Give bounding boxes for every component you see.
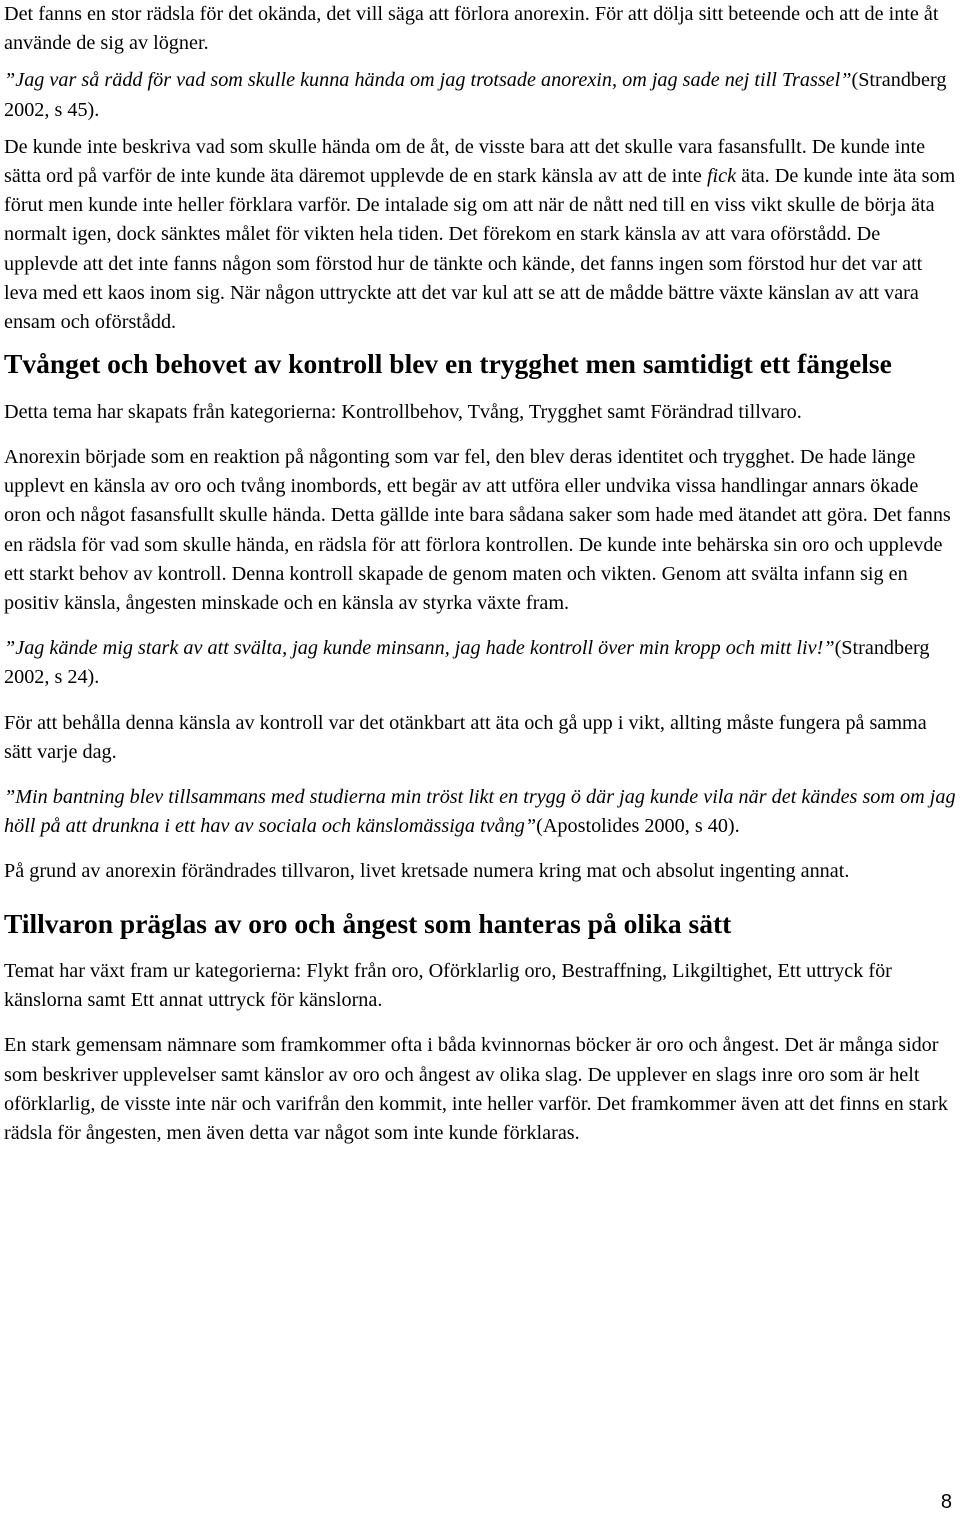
- page-number: 8: [940, 1491, 952, 1513]
- paragraph-text: De kunde inte beskriva vad som skulle hända om de åt, de visste bara att det skulle vara fasansfullt. De kunde inte sätta ord på varför de inte kunde äta däremot upplevde de en stark känsla av att de inte: [4, 135, 926, 188]
- document-page: [4, 0, 956, 1148]
- quote-apostolides-40: [4, 783, 956, 841]
- section-heading-anxiety: Tillvaron präglas av oro och ångest som hanteras på olika sätt: [4, 907, 732, 939]
- paragraph-theme-categories: Detta tema har skapats från kategorierna: Kontrollbehov, Tvång, Trygghet samt Förändrad tillvaro.: [4, 400, 802, 423]
- quote-citation: (Strandberg 2002, s 24).: [4, 637, 930, 689]
- quote-text: ”Min bantning blev tillsammans med studierna min tröst likt en trygg ö där jag kunde vila när det kändes som om jag höll på att drunkna i ett hav av sociala och känslomässiga tvång”: [4, 785, 956, 838]
- paragraph-text: äta. De kunde inte äta som förut men kunde inte heller förklara varför. De intalade sig om att när de nått ned till en viss vikt skulle de börja äta normalt igen, dock sänktes målet för vikten hela tiden. Det förekom en stark känsla av att vara oförstådd. De upplevde att det inte fanns någon som förstod hur de tänkte och kände, det fanns ingen som förstod hur det var att leva med ett kaos inom sig. När någon uttryckte att det var kul att se att de mådde bättre växte känslan av att vara ensam och oförstådd.: [4, 165, 956, 334]
- quote-strandberg-24: [4, 634, 956, 692]
- quote-text: ”Jag var så rädd för vad som skulle kunna hända om jag trotsade anorexin, om jag sade nej till Trassel”: [4, 69, 852, 92]
- paragraph-common-denominator: En stark gemensam nämnare som framkommer ofta i båda kvinnornas böcker är oro och ångest. Det är många sidor som beskriver upplevelser samt känslor av oro och ångest av olika slag. De upplever en slags inre oro som är helt oförklarlig, de visste inte när och varifrån den kommit, inte heller varför. Det framkommer även att det finns en stark rädsla för ångesten, men även detta var något som inte kunde förklaras.: [4, 1034, 949, 1145]
- paragraph-maintain-control: För att behålla denna känsla av kontroll var det otänkbart att äta och gå upp i vikt, allting måste fungera på samma sätt varje dag.: [4, 711, 927, 763]
- paragraph-could-not-describe: [4, 133, 956, 337]
- quote-text: ”Jag kände mig stark av att svälta, jag kunde minsann, jag hade kontroll över min kropp och mitt liv!”: [4, 637, 835, 660]
- paragraph-identity-security: Anorexin började som en reaktion på någonting som var fel, den blev deras identitet och trygghet. De hade länge upplevt en känsla av oro och tvång inombords, ett begär av att utföra eller undvika vissa handlingar annars ökade oron och något fasansfullt skulle hända. Detta gällde inte bara sådana saker som hade med ätandet att göra. Det fanns en rädsla för vad som skulle hända, en rädsla för att förlora kontrollen. De kunde inte behärska sin oro och upplevde ett starkt behov av kontroll. Denna kontroll skapade de genom maten och vikten. Genom att svälta infann sig en positiv känsla, ångesten minskade och en känsla av styrka växte fram.: [4, 445, 951, 614]
- paragraph-life-changed: På grund av anorexin förändrades tillvaron, livet kretsade numera kring mat och absolut ingenting annat.: [4, 860, 850, 883]
- quote-citation: (Strandberg 2002, s 45).: [4, 69, 947, 121]
- paragraph-theme-categories-2: Temat har växt fram ur kategorierna: Flykt från oro, Oförklarlig oro, Bestraffning, Likgiltighet, Ett uttryck för känslorna samt Ett annat uttryck för känslorna.: [4, 960, 892, 1012]
- section-heading-control: Tvånget och behovet av kontroll blev en trygghet men samtidigt ett fängelse: [4, 348, 892, 380]
- emphasis-word: fick: [706, 165, 737, 188]
- paragraph-fear-of-unknown: Det fanns en stor rädsla för det okända, det vill säga att förlora anorexin. För att dölja sitt beteende och att de inte åt använde de sig av lögner.: [4, 3, 939, 55]
- quote-citation: (Apostolides 2000, s 40).: [536, 815, 740, 838]
- quote-strandberg-45: [4, 66, 956, 124]
